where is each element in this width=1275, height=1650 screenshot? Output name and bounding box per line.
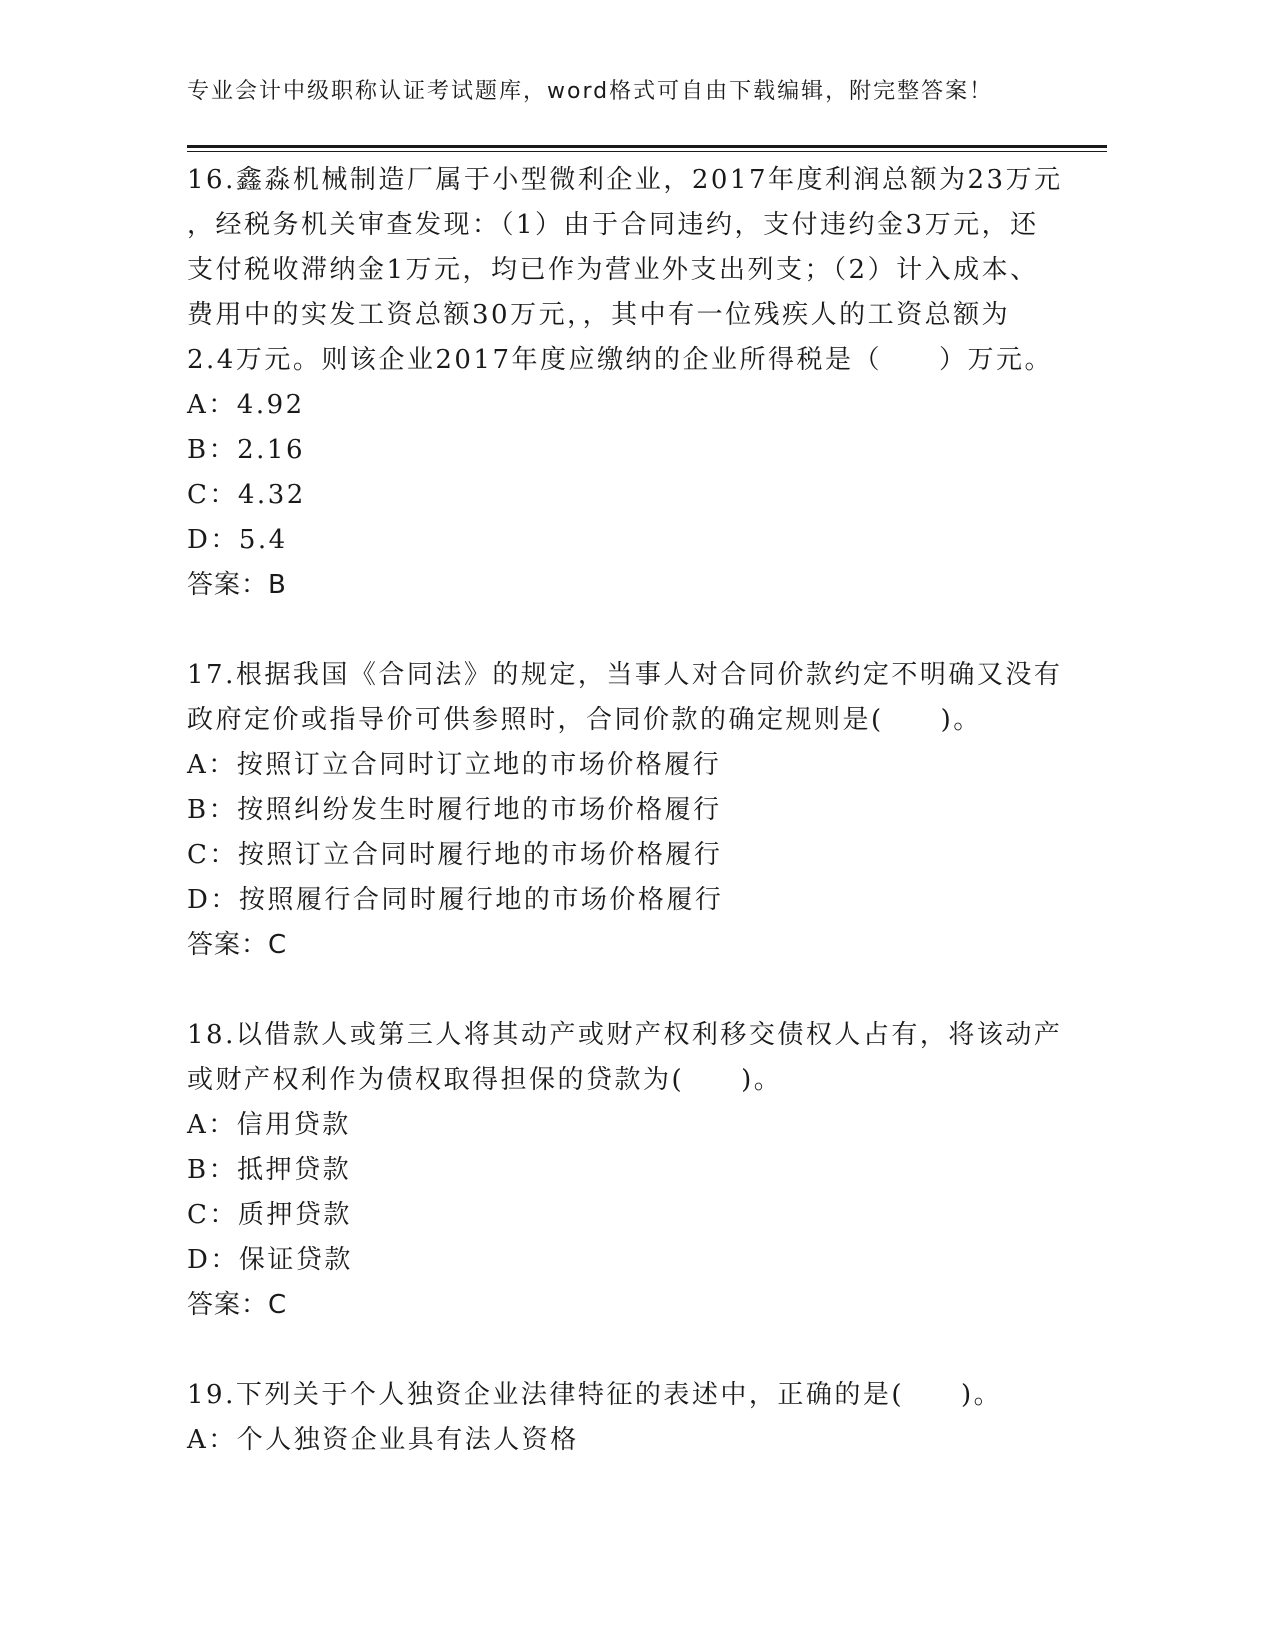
spacer [187, 968, 1087, 1013]
option-c: C：按照订立合同时履行地的市场价格履行 [187, 840, 723, 870]
answer: 答案：C [187, 1290, 288, 1320]
question-17 [187, 653, 1087, 968]
header-rule-thick [187, 145, 1107, 148]
question-text-line: 16.鑫淼机械制造厂属于小型微利企业，2017年度利润总额为23万元 [187, 165, 1063, 195]
option-a: A：个人独资企业具有法人资格 [187, 1425, 579, 1455]
option-a: A：4.92 [187, 390, 305, 420]
answer: 答案：B [187, 570, 287, 600]
spacer [187, 1328, 1087, 1373]
question-19 [187, 1373, 1087, 1463]
question-text-line: 或财产权利作为债权取得担保的贷款为( )。 [187, 1065, 783, 1095]
question-list [187, 158, 1087, 1463]
option-c: C：4.32 [187, 480, 306, 510]
question-text-line: 19.下列关于个人独资企业法律特征的表述中，正确的是( )。 [187, 1380, 1003, 1410]
question-text-line: 政府定价或指导价可供参照时，合同价款的确定规则是( )。 [187, 705, 982, 735]
question-text-line: 18.以借款人或第三人将其动产或财产权利移交债权人占有，将该动产 [187, 1020, 1063, 1050]
question-18 [187, 1013, 1087, 1328]
question-text-line: 2.4万元。则该企业2017年度应缴纳的企业所得税是（ ）万元。 [187, 345, 1054, 375]
question-text-line: 17.根据我国《合同法》的规定，当事人对合同价款约定不明确又没有 [187, 660, 1063, 690]
option-b: B：按照纠纷发生时履行地的市场价格履行 [187, 795, 722, 825]
spacer [187, 608, 1087, 653]
option-a: A：按照订立合同时订立地的市场价格履行 [187, 750, 722, 780]
question-16 [187, 158, 1087, 608]
question-text-line: 费用中的实发工资总额30万元，，其中有一位残疾人的工资总额为 [187, 300, 1011, 330]
page-header: 专业会计中级职称认证考试题库，word格式可自由下载编辑，附完整答案！ [187, 79, 994, 104]
option-c: C：质押贷款 [187, 1200, 352, 1230]
question-text-line: 支付税收滞纳金1万元，均已作为营业外支出列支；（2）计入成本、 [187, 255, 1039, 285]
option-d: D：5.4 [187, 525, 288, 555]
option-b: B：抵押贷款 [187, 1155, 352, 1185]
header-rule-thin [187, 151, 1107, 152]
question-text-line: ，经税务机关审查发现：（1）由于合同违约，支付违约金3万元，还 [187, 210, 1039, 240]
option-d: D：按照履行合同时履行地的市场价格履行 [187, 885, 724, 915]
option-d: D：保证贷款 [187, 1245, 353, 1275]
answer: 答案：C [187, 930, 288, 960]
option-a: A：信用贷款 [187, 1110, 351, 1140]
option-b: B：2.16 [187, 435, 305, 465]
